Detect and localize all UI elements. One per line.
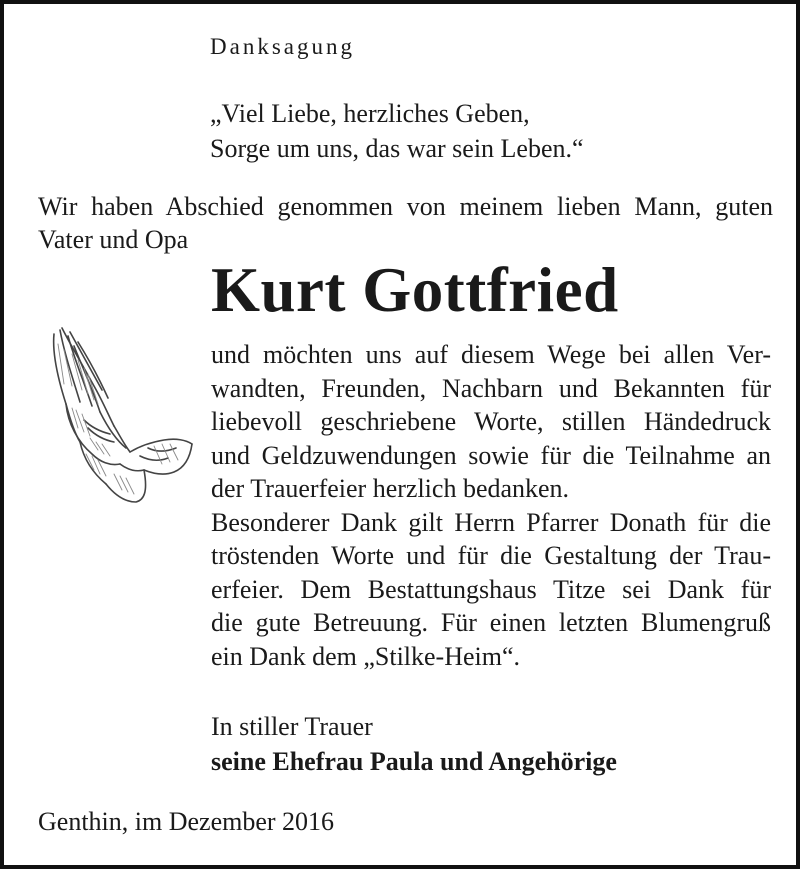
body-line: der Trauerfeier herzlich bedanken. xyxy=(211,474,570,503)
body-line: erfeier. Dem Bestattungshaus Titze sei Dank für xyxy=(211,574,771,604)
quote-line-2: Sorge um uns, das war sein Leben.“ xyxy=(210,134,584,163)
body-line: und möchten uns auf diesem Wege bei allen Ver- xyxy=(211,340,771,369)
intro-line-1: Wir haben Abschied genommen von meinem lieben Mann, guten xyxy=(38,192,773,221)
intro-line-2: Vater und Opa xyxy=(38,225,189,254)
body-line: wandten, Freunden, Nachbarn und Bekannten für xyxy=(211,373,771,403)
signature-block xyxy=(211,709,617,779)
intro-text xyxy=(38,190,773,256)
mourners-line: seine Ehefrau Paula und Angehörige xyxy=(211,747,617,776)
body-line: ein Dank dem „Stilke-Heim“. xyxy=(211,641,521,671)
quote xyxy=(210,96,584,166)
body-line: Besonderer Dank gilt Herrn Pfarrer Donath für die xyxy=(211,507,771,537)
body-text xyxy=(211,338,771,673)
place-date: Genthin, im Dezember 2016 xyxy=(38,807,335,836)
heading: Danksagung xyxy=(210,34,355,59)
praying-hands-icon xyxy=(44,324,194,506)
body-line: und Geldzuwendungen sowie für die Teilnahme an xyxy=(211,440,771,470)
body-line: tröstenden Worte und für die Gestaltung der Trau- xyxy=(211,541,771,570)
mourning-line: In stiller Trauer xyxy=(211,712,373,741)
quote-line-1: „Viel Liebe, herzliches Geben, xyxy=(210,99,530,128)
body-line: liebevoll geschriebene Worte, stillen Händedruck xyxy=(211,407,771,436)
deceased-name: Kurt Gottfried xyxy=(211,255,619,325)
body-line: die gute Betreuung. Für einen letzten Blumengruß xyxy=(211,608,771,637)
